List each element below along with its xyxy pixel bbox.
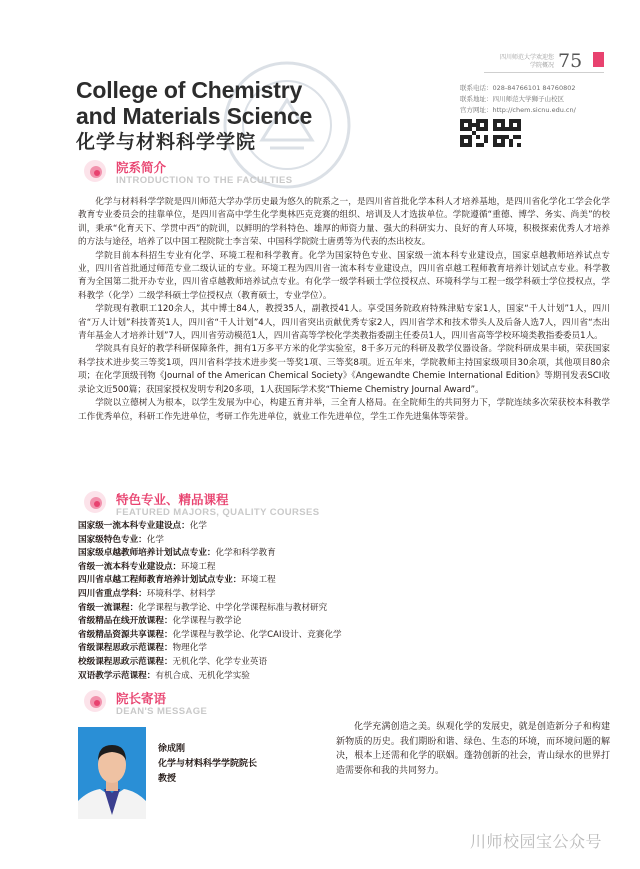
dean-photo [78,727,146,819]
section-dots-icon [78,487,114,517]
list-item: 四川省卓越工程师教育培养计划试点专业：环境工程 [78,575,276,586]
contact-info [460,83,620,116]
list-item: 省级一流课程：化学课程与教学论、中学化学课程标准与教材研究 [78,602,328,613]
list-item: 双语教学示范课程：有机合成、无机化学实验 [78,670,250,681]
list-item: 四川省重点学科：环境科学、材料学 [78,588,216,599]
dean-name: 徐成刚 [158,744,186,754]
intro-paragraph: 化学与材料科学学院是四川师范大学办学历史最为悠久的院系之一，是四川省首批化学本科人才培养基地，是四川省化学化工学会化学教育专业委员会的挂靠单位，是四川省高中学生化学奥林匹克竞赛的组织、培训及人才选拔单位。学院遵循“重德、博学、务实、尚美”的校训，秉承“化育天下、学贯中西”的院训，以鲜明的学科特色、雄厚的师资力量、强大的科研实力、良好的育人环境，积极探索优秀人才培养的方法与途径，培养了以中国工程院院士李言荣、中国科学院院士唐勇等为代表的杰出校友。 [78,197,610,248]
list-item: 校级课程思政示范课程：无机化学、化学专业英语 [78,656,268,667]
intro-paragraph: 学院目前本科招生专业有化学、环境工程和科学教育。化学为国家特色专业、国家级一流本科专业建设点，国家卓越教师培养试点专业，四川省首批通过师范专业二级认证的专业。环境工程为四川省一流本科专业建设点，四川省卓越工程师教育培养计划试点专业。科学教育为全国第二批开办专业，四川省卓越教师培养试点专业。有化学一级学科硕士学位授权点、环境科学与工程一级学科硕士学位授权点，学科教学（化学）二级学科硕士学位授权点（教育硕士，专业学位）。 [78,250,610,301]
intro-heading-en: INTRODUCTION TO THE FACULTIES [116,175,293,186]
dean-message: 化学充满创造之美。纵观化学的发展史，就是创造新分子和构建新物质的历史。我们期盼和谐、绿色、生态的环境，而环境问题的解决，根本上还需和化学的联姻。蓬勃创新的社会，青山绿水的世界打造需要你和我的共同努力。 [336,722,610,776]
list-item: 国家级一流本科专业建设点：化学 [78,521,207,531]
header-school-name: 四川师范大学欢迎您 学院概况 [499,54,554,69]
features-heading: 特色专业、精品课程 [116,492,229,507]
contact-phone: 联系电话：028-84766101 84760802 [460,84,576,92]
header-divider [484,72,604,73]
features-list [78,520,610,683]
section-dots-icon [78,686,114,716]
list-item: 国家级卓越教师培养计划试点专业：化学和科学教育 [78,548,276,559]
list-item: 国家级特色专业：化学 [78,534,164,545]
contact-website: 官方网址：http://chem.sicnu.edu.cn/ [460,106,576,114]
dean-rank: 教授 [158,774,177,784]
contact-address: 联系地址：四川师范大学狮子山校区 [460,95,564,103]
qr-code-icon[interactable] [493,119,521,147]
intro-paragraph: 学院具有良好的教学科研保障条件，拥有1万多平方米的化学实验室，8千多万元的科研及教学仪器设备。学院科研成果丰硕，荣获国家科学技术进步奖三等奖1项，四川省科学技术进步奖一等奖1项、三等奖8项。近五年来，学院教师主持国家级项目30余项，其他项目80余项；在化学顶级刊物《Journal of the American Chemical Society》《Angewandte Chemie International Edition》等期刊发表SCI收录论文近500篇；获国家授权发明专利20多项，1人获国际学术奖“Thieme Chemistry Journal Award”。 [78,344,610,395]
intro-paragraph: 学院现有教职工120余人，其中博士84人，教授35人，副教授41人。享受国务院政府特殊津贴专家1人，国家“千人计划”1人，四川省“万人计划”科技菁英1人，四川省“千人计划”4人，四川省突出贡献优秀专家2人，四川省学术和技术带头人及后备人选7人，四川省“杰出青年基金人才培养计划”7人，四川省劳动模范1人，四川省高等学校化学类教指委副主任委员1人，四川省高等学校环境类教指委委员1人。 [78,304,610,342]
intro-paragraph: 学院以立德树人为根本，以学生发展为中心，构建五育并举，三全育人格局。在全院师生的共同努力下，学院连续多次荣获校本科教学工作优秀单位，科研工作先进单位，考研工作先进单位，就业工作先进单位，学生工作先进集体等荣誉。 [78,398,610,422]
header-accent-block [593,52,604,67]
college-title-cn: 化学与材料科学学院 [76,131,257,153]
dean-info [158,742,257,787]
list-item: 省级课程思政示范课程：物理化学 [78,643,207,654]
list-item: 省级一流本科专业建设点：环境工程 [78,561,216,572]
page-number: 75 [558,50,583,72]
features-heading-en: FEATURED MAJORS, QUALITY COURSES [116,507,320,518]
dean-title: 化学与材料科学学院院长 [158,759,258,769]
qr-code-icon[interactable] [460,119,488,147]
college-title-en: College of Chemistry and Materials Science [76,77,313,129]
section-dots-icon [78,156,114,186]
dean-heading-en: DEAN'S MESSAGE [116,706,208,717]
list-item: 省级精品资源共享课程：化学课程与教学论、化学CAI设计、竞赛化学 [78,629,342,640]
dean-heading: 院长寄语 [116,691,167,706]
intro-heading: 院系简介 [116,160,167,175]
list-item: 省级精品在线开放课程：化学课程与教学论 [78,616,242,627]
intro-text [78,196,610,424]
watermark: 川师校园宝公众号 [470,832,603,851]
